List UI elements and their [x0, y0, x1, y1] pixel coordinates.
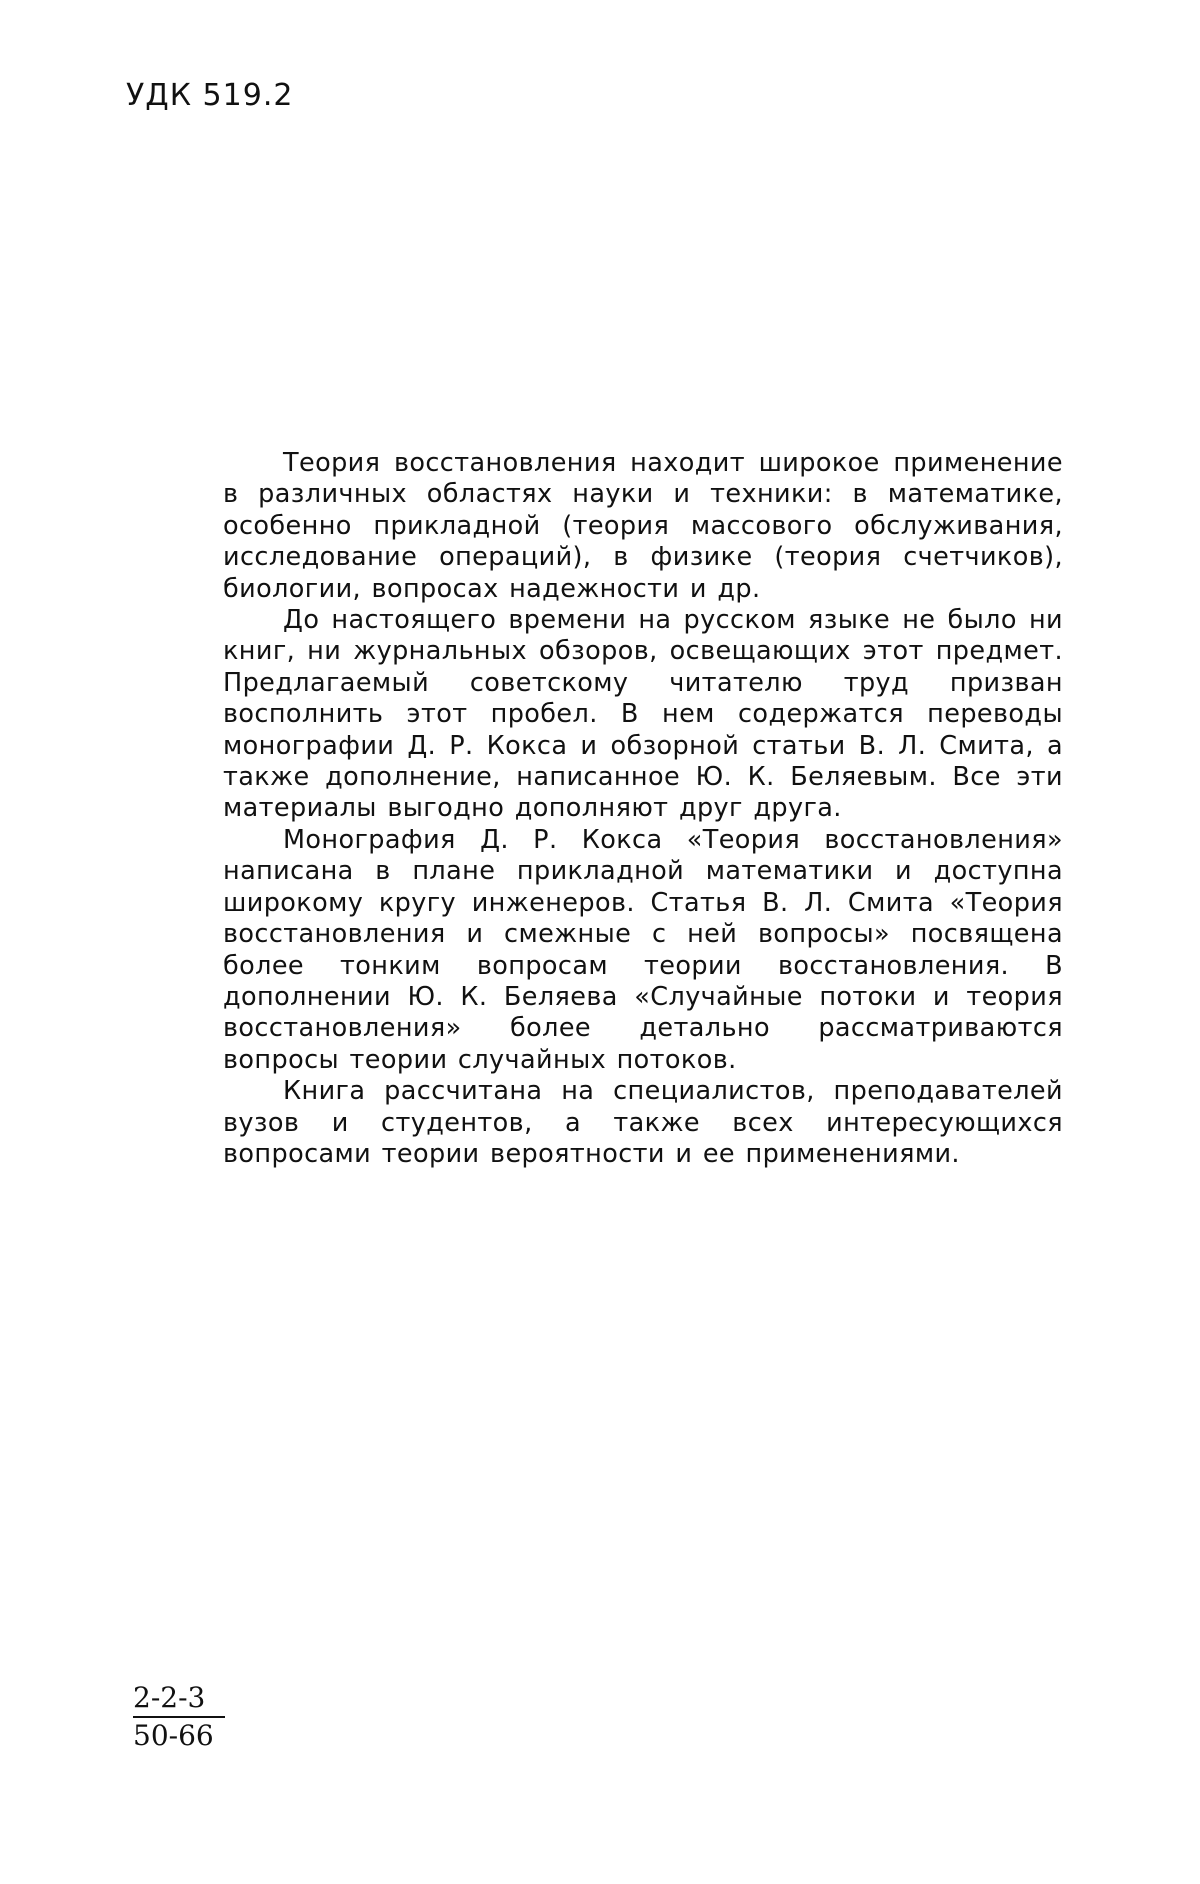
annotation-paragraph-2: До настоящего времени на русском языке не было ни книг, ни журнальных обзоров, освещающих этот предмет. Предлагаемый советскому читателю труд призван восполнить этот пробел. В нем содержатся переводы монографии Д. Р. Кокса и обзорной статьи В. Л. Смита, а также дополнение, написанное Ю. К. Беляевым. Все эти материалы выгодно дополняют друг друга.: [223, 605, 1063, 824]
annotation-text: [223, 448, 1063, 1170]
udk-classification: УДК 519.2: [126, 78, 294, 113]
catalog-code-numerator: 2-2-3: [133, 1681, 206, 1714]
catalog-code: [133, 1683, 225, 1751]
annotation-paragraph-1: Теория восстановления находит широкое применение в различных областях науки и техники: в математике, особенно прикладной (теория массового обслуживания, исследование операций), в физике (теория счетчиков), биологии, вопросах надежности и др.: [223, 448, 1063, 604]
catalog-code-denominator: 50-66: [133, 1719, 214, 1752]
annotation-paragraph-3: Монография Д. Р. Кокса «Теория восстановления» написана в плане прикладной математики и доступна широкому кругу инженеров. Статья В. Л. Смита «Теория восстановления и смежные с ней вопросы» посвящена более тонким вопросам теории восстановления. В дополнении Ю. К. Беляева «Случайные потоки и теория восстановления» более детально рассматриваются вопросы теории случайных потоков.: [223, 824, 1063, 1075]
annotation-paragraph-4: Книга рассчитана на специалистов, преподавателей вузов и студентов, а также всех интересующихся вопросами теории вероятности и ее применениями.: [223, 1076, 1063, 1169]
